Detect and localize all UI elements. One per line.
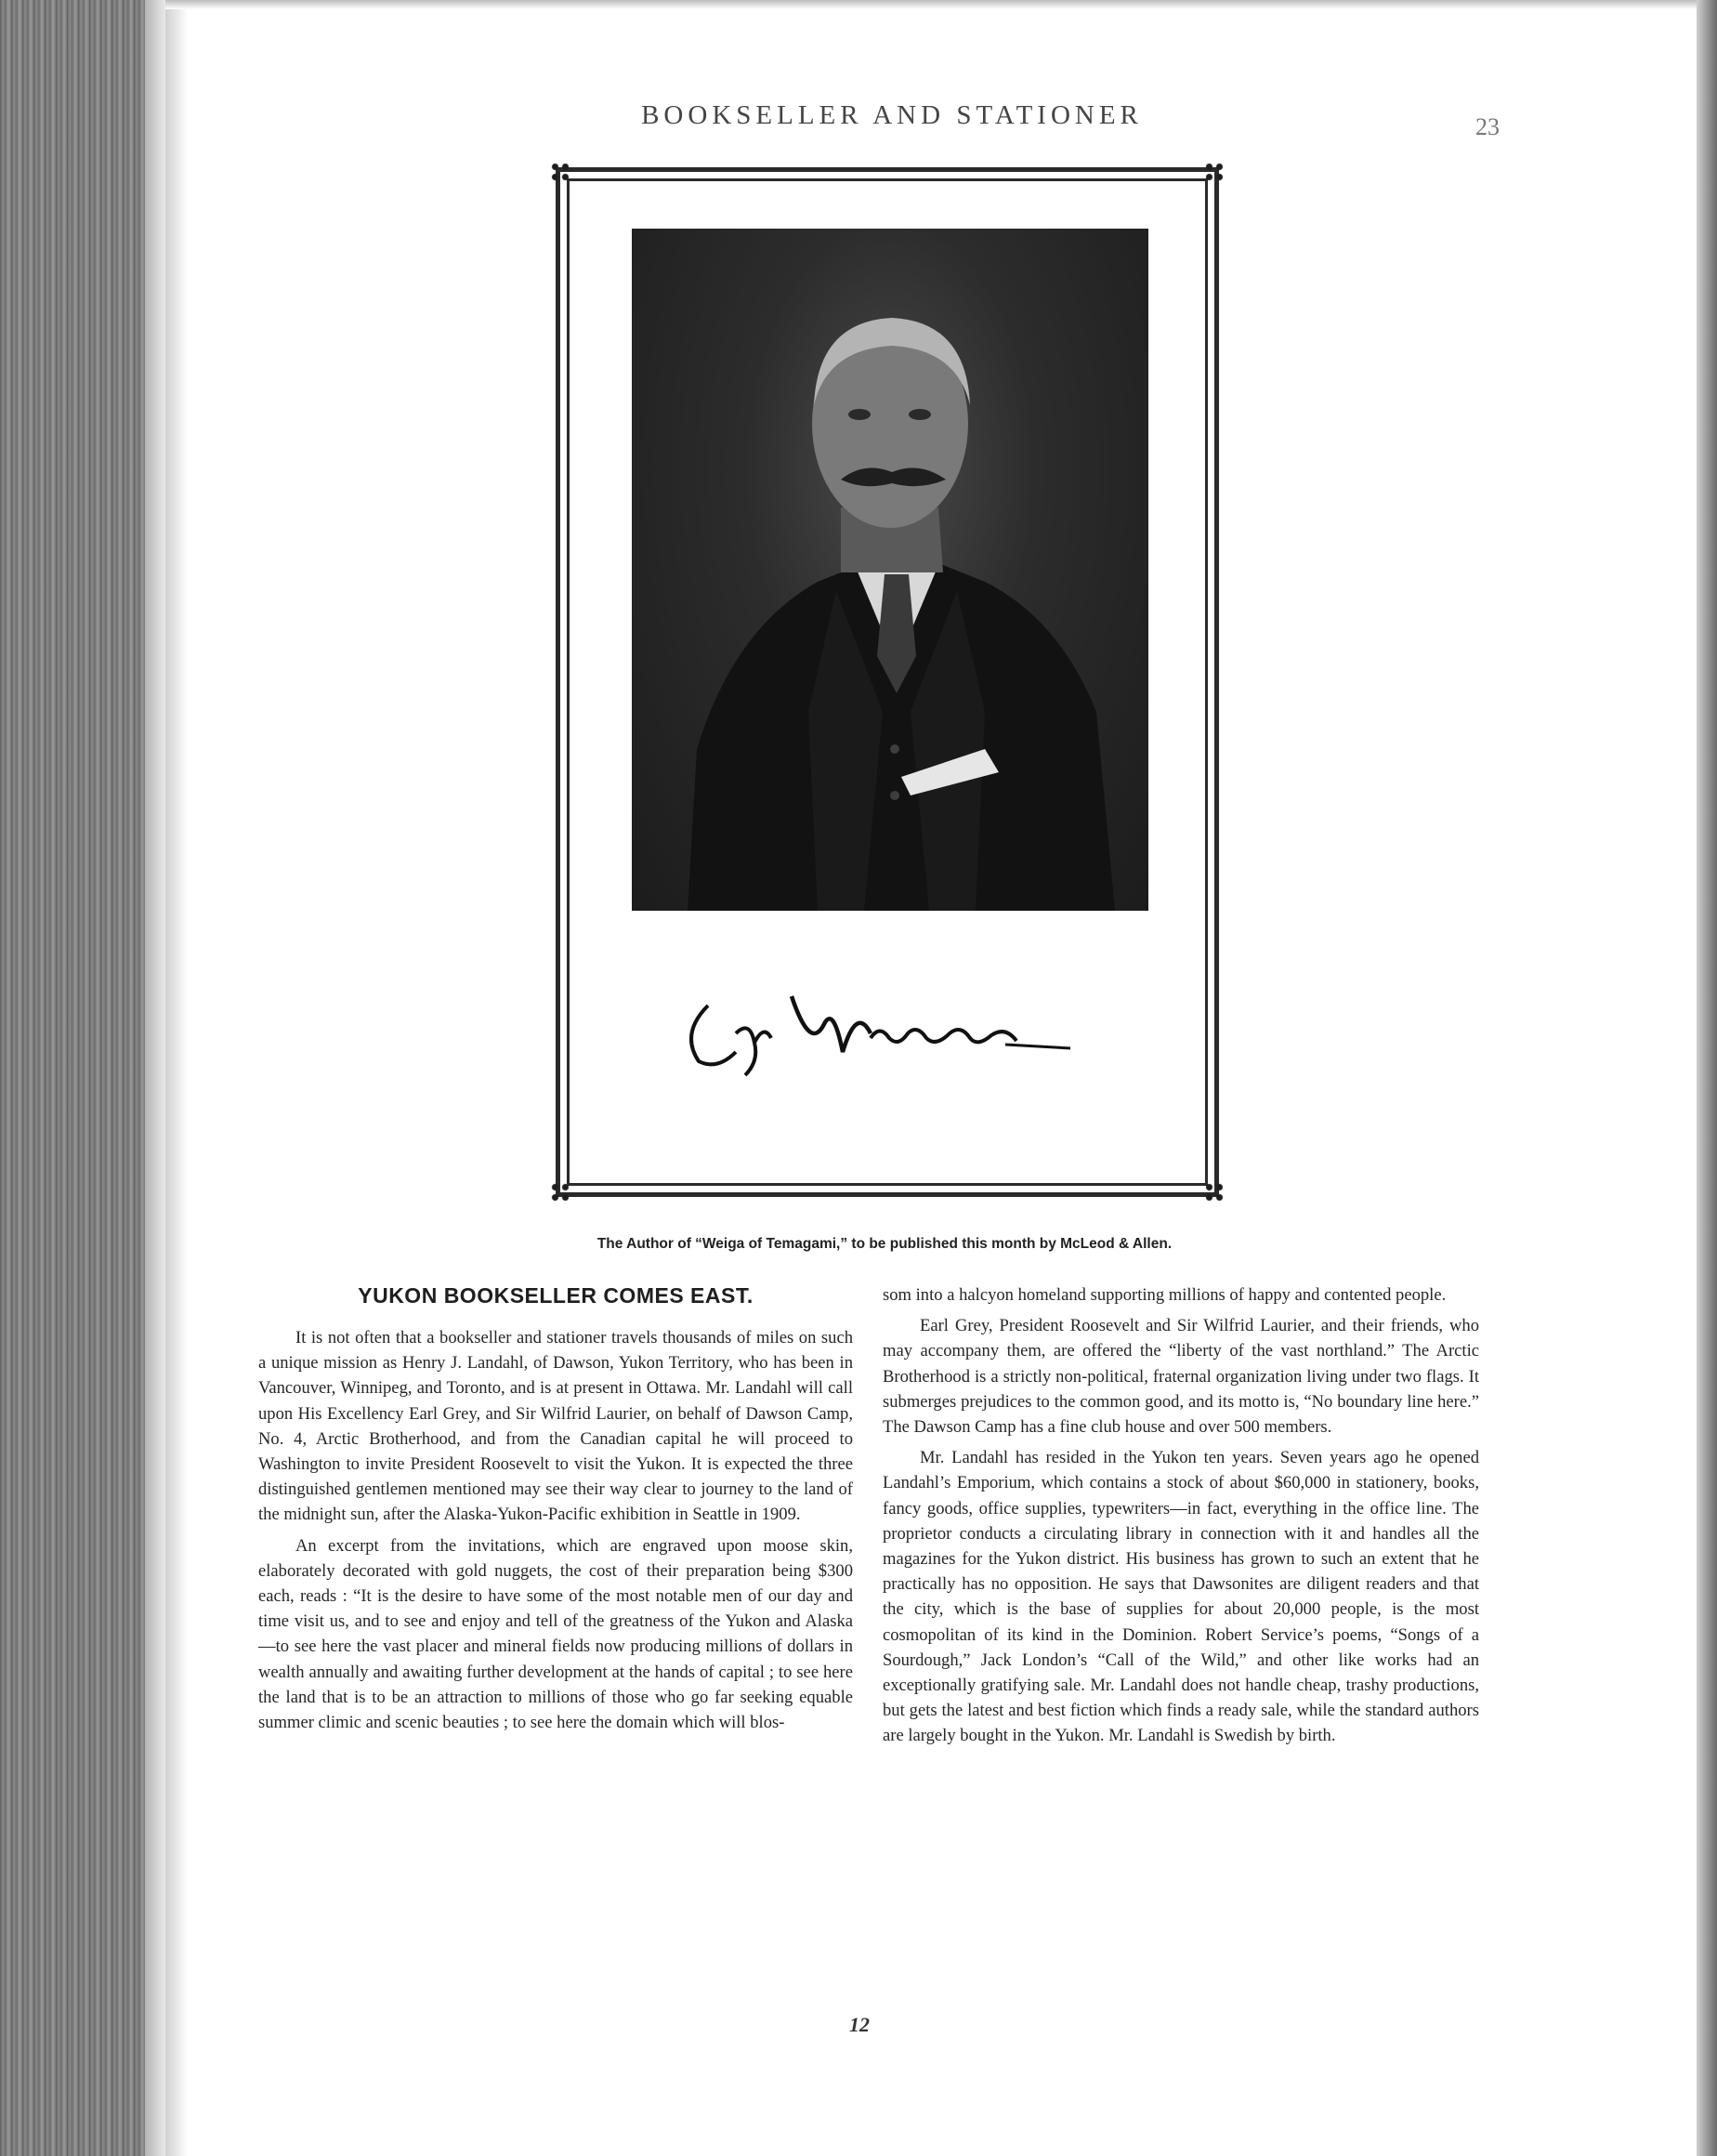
article-column-right xyxy=(883,1282,1479,1755)
portrait-photograph xyxy=(632,229,1148,911)
portrait-figure xyxy=(632,229,1148,911)
frame-corner-ornament xyxy=(1204,1182,1225,1203)
article-column-left xyxy=(258,1282,853,1741)
article-paragraph: som into a halcyon homeland supporting millions of happy and contented people. xyxy=(883,1285,1447,1305)
photo-caption: The Author of “Weiga of Temagami,” to be published this month by McLeod & Allen. xyxy=(596,1236,1173,1252)
article-paragraph: An excerpt from the invitations, which are engraved upon moose skin, elaborately decorated with gold nuggets, the cost of their preparation being $300 each, reads : “It is the desire to have some of the most notable men of our day and time visit us, and to see and enjoy and tell of the greatness of the Yukon and Alaska —to see here the vast placer and mineral fields now producing millions of dollars in wealth annually and awaiting further development at the hands of capital ; to see here the land that is to be an attraction to millions of those who go far seeking equable summer climic and scenic beauties ; to see here the domain which will blos- xyxy=(258,1535,853,1733)
running-head: BOOKSELLER AND STATIONER xyxy=(641,100,1143,130)
article-paragraph: Mr. Landahl has resided in the Yukon ten years. Seven years ago he opened Landahl’s Emporium, which contains a stock of about $60,000 in stationery, books, fancy goods, office supplies, typewriters—in fact, everything in the office line. The proprietor conducts a circulating library in connection with it and handles all the magazines for the Yukon district. His business has grown to such an extent that he practically has no opposition. He says that Dawsonites are diligent readers and that the city, which is the base of supplies for about 20,000 people, is the most cosmopolitan of its kind in the Dominion. Robert Service’s poems, “Songs of a Sourdough,” Jack London’s “Call of the Wild,” and other like works had an exceptionally gratifying sale. Mr. Landahl does not handle cheap, trashy productions, but gets the latest and best fiction which finds a ready sale, while the standard authors are largely bought in the Yukon. Mr. Landahl is Swedish by birth. xyxy=(883,1448,1479,1746)
top-page-edge xyxy=(165,0,1697,9)
article-paragraph: Earl Grey, President Roosevelt and Sir Wilfrid Laurier, and their friends, who may accompany them, are offered the “liberty of the vast northland.” The Arctic Brotherhood is a strictly non-political, fraternal organization living under two flags. It submerges prejudices to the common good, and its motto is, “No boundary line here.” The Dawson Camp has a fine club house and over 500 members. xyxy=(883,1316,1479,1438)
article-headline: YUKON BOOKSELLER COMES EAST. xyxy=(358,1283,754,1308)
gutter-shadow xyxy=(165,0,188,2156)
right-page-edge xyxy=(1697,0,1717,2156)
book-page-edges xyxy=(0,0,165,2156)
frame-corner-ornament xyxy=(550,162,570,182)
article-paragraph: It is not often that a bookseller and stationer travels thousands of miles on such a unique mission as Henry J. Landahl, of Dawson, Yukon Territory, who has been in Vancouver, Winnipeg, and Toronto, and is at present in Ottawa. Mr. Landahl will call upon His Excellency Earl Grey, and Sir Wilfrid Laurier, on behalf of Dawson Camp, No. 4, Arctic Brotherhood, and from the Canadian capital he will proceed to Washington to invite President Roosevelt to visit the Yukon. It is expected the three distinguished gentlemen mentioned may see their way clear to journey to the land of the midnight sun, after the Alaska-Yukon-Pacific exhibition in Seattle in 1909. xyxy=(258,1328,853,1525)
frame-corner-ornament xyxy=(550,1182,570,1203)
frame-corner-ornament xyxy=(1204,162,1225,182)
folio-mark: 23 xyxy=(1475,113,1500,140)
page-number: 12 xyxy=(849,2013,870,2036)
author-signature xyxy=(671,968,1080,1080)
